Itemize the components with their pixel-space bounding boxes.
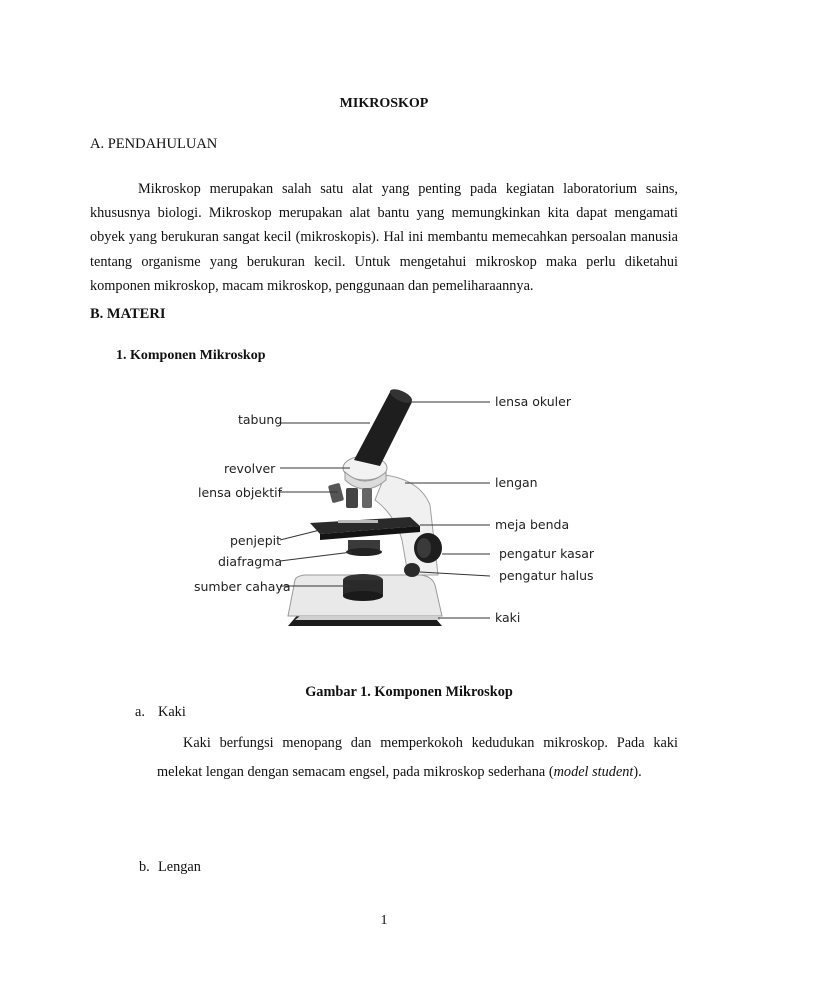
label-lensa-objektif: lensa objektif — [198, 485, 282, 500]
subsection-komponen-heading: 1. Komponen Mikroskop — [116, 348, 266, 363]
label-tabung: tabung — [238, 412, 283, 427]
item-b-label: Lengan — [158, 859, 201, 875]
item-a-marker: a. — [135, 704, 145, 720]
label-meja-benda: meja benda — [495, 517, 570, 532]
item-a-paragraph — [157, 729, 678, 786]
label-pengatur-kasar: pengatur kasar — [499, 546, 595, 561]
intro-paragraph-text: Mikroskop merupakan salah satu alat yang penting pada kegiatan laboratorium sains, khususnya biologi. Mikroskop merupakan alat bantu yang memungkinkan kita dapat mengamati obyek yang berukuran sangat kecil (mikroskopis). Hal ini membantu memecahkan persoalan manusia tentang organisme yang berukuran kecil. Untuk mengetahui mikroskop maka perlu diketahui komponen mikroskop, macam mikroskop, penggunaan dan pemeliharaannya. — [90, 181, 678, 294]
item-a-text-end: ). — [633, 763, 642, 780]
label-revolver: revolver — [224, 461, 276, 476]
label-sumber-cahaya: sumber cahaya — [194, 579, 291, 594]
section-b-heading: B. MATERI — [90, 306, 166, 322]
section-a-heading: A. PENDAHULUAN — [90, 136, 218, 152]
label-lengan: lengan — [495, 475, 538, 490]
microscope-figure — [180, 380, 595, 645]
item-a-label: Kaki — [158, 704, 186, 720]
figure-caption: Gambar 1. Komponen Mikroskop — [305, 684, 513, 700]
label-pengatur-halus: pengatur halus — [499, 568, 594, 583]
label-lensa-okuler: lensa okuler — [495, 394, 571, 409]
document-title: MIKROSKOP — [339, 96, 429, 111]
item-a-text: Kaki berfungsi menopang dan memperkokoh kedudukan mikroskop. Pada kaki melekat lengan dengan semacam engsel, pada mikroskop sederhana ( — [157, 735, 678, 780]
label-diafragma: diafragma — [218, 554, 283, 569]
intro-paragraph — [90, 177, 678, 298]
label-penjepit: penjepit — [230, 533, 282, 548]
label-kaki: kaki — [495, 610, 521, 625]
item-b-marker: b. — [139, 859, 150, 875]
page-number: 1 — [380, 913, 388, 928]
item-a-italic-term: model student — [553, 763, 634, 780]
